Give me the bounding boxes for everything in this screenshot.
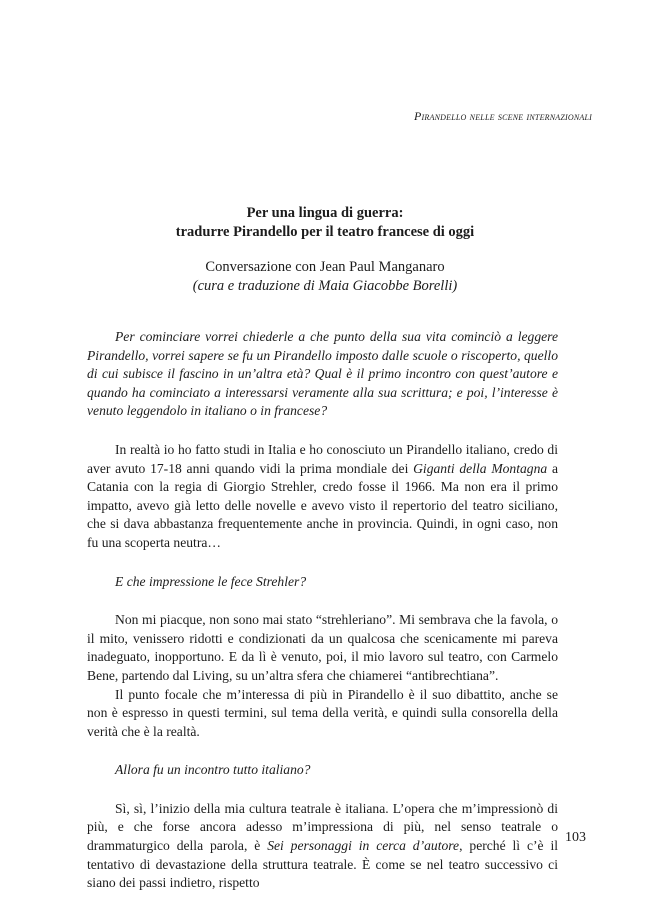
article-subtitle	[0, 258, 650, 296]
answer-paragraph	[87, 441, 558, 553]
question-paragraph: Per cominciare vorrei chiederle a che punto della sua vita cominciò a leggere Pirandello, vorrei sapere se fu un Pirandello imposto dalle scuole o riscoperto, quello di cui subisce il fascino in un’altra età? Qual è il primo incontro con quest’autore e quando ha cominciato a interessarsi veramente alla sua scrittura; e poi, l’interesse è venuto leggendolo in italiano o in francese?	[87, 329, 558, 419]
subtitle-line-1: Conversazione con Jean Paul Manganaro	[205, 259, 445, 275]
answer-text: In realtà io ho fatto studi in Italia e ho conosciuto un Pirandello italiano, credo di aver avuto 17-18 anni quando vidi la prima mondiale dei	[87, 441, 558, 476]
title-line-2: tradurre Pirandello per il teatro francese di oggi	[175, 224, 475, 240]
article-title	[0, 204, 650, 242]
article-body	[87, 328, 558, 893]
answer-paragraph: Il punto focale che m’interessa di più in Pirandello è il suo dibattito, anche se non è espresso in questi termini, sul tema della verità, e quindi sulla consorella della verità che è la realtà.	[87, 686, 558, 739]
question-paragraph: E che impressione le fece Strehler?	[115, 573, 307, 589]
work-title: Giganti della Montagna	[413, 460, 548, 476]
title-line-1: Per una lingua di guerra:	[246, 205, 404, 221]
answer-text: Sì, sì, l’inizio della mia cultura teatrale è italiana. L’opera che m’impressionò di più, e che forse ancora adesso m’impressiona di più, nel senso teatrale o drammaturgico della parola, è	[87, 800, 558, 854]
answer-text: , perché lì c’è il tentativo di devastazione della struttura teatrale. È come se nel teatro successivo ci siano dei passi indietro, rispetto	[87, 838, 558, 891]
answer-paragraph: Non mi piacque, non sono mai stato “strehleriano”. Mi sembrava che la favola, o il mito, venissero ridotti e condizionati da un qualcosa che scenicamente mi pareva inadeguato, inopportuno. E da lì è venuto, poi, il mio lavoro sul teatro, con Carmelo Bene, partendo dal Living, su un’altra sfera che chiamerei “antibrechtiana”.	[87, 612, 558, 683]
page-number: 103	[565, 830, 586, 845]
question-paragraph: Allora fu un incontro tutto italiano?	[115, 762, 311, 778]
work-title: Sei personaggi in cerca d’autore	[267, 838, 460, 854]
answer-paragraph	[87, 800, 558, 893]
subtitle-line-2: (cura e traduzione di Maia Giacobbe Borelli)	[192, 278, 458, 294]
answer-text: a Catania con la regia di Giorgio Strehler, credo fosse il 1966. Ma non era il primo impatto, avevo già letto delle novelle e avevo visto il repertorio del teatro siciliano, che si dava abbastanza frequentemente anche in provincia. Quindi, in ogni caso, non fu una scoperta neutra…	[87, 460, 558, 550]
running-head: Pirandello nelle scene internazionali	[414, 109, 592, 123]
